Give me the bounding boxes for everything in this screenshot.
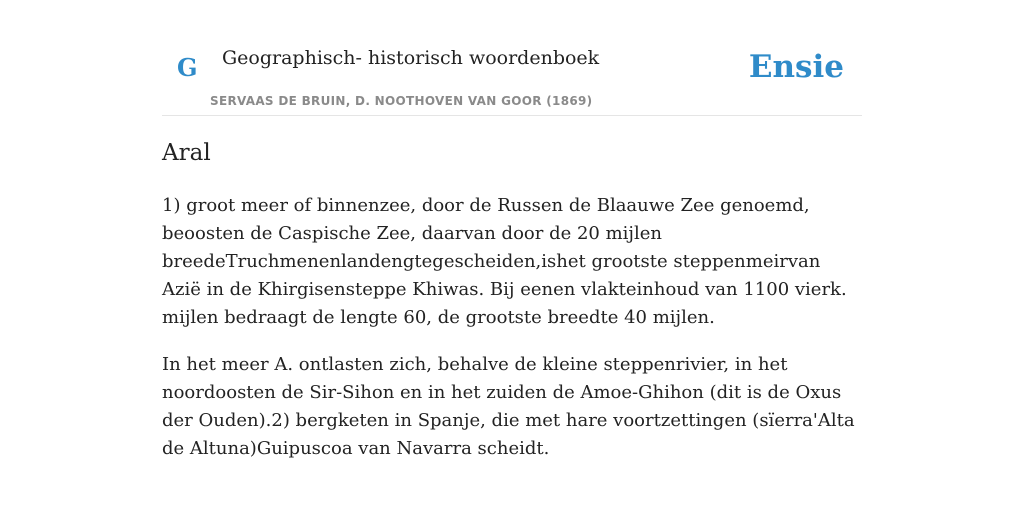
entry-paragraph: In het meer A. ontlasten zich, behalve de kleine steppenrivier, in het noordoosten de Sir-Sihon en in het zuiden de Amoe-Ghihon (dit is de Oxus der Ouden).2) bergketen in Spanje, die met hare voortzettingen (sïerra'Alta de Altuna)Guipuscoa van Navarra scheidt. xyxy=(162,354,855,459)
entry-body xyxy=(162,192,862,482)
entry-title: Aral xyxy=(162,140,211,166)
book-author: SERVAAS DE BRUIN, D. NOOTHOVEN VAN GOOR (1869) xyxy=(210,94,593,108)
book-header xyxy=(162,40,862,116)
entry-paragraph: 1) groot meer of binnenzee, door de Russen de Blaauwe Zee genoemd, beoosten de Caspische Zee, daarvan door de 20 mijlen breedeTruchmenenlandengtegescheiden,ishet grootste steppenmeirvan Azië in de Khirgisensteppe Khiwas. Bij eenen vlakteinhoud van 1100 vierk. mijlen bedraagt de lengte 60, de grootste breedte 40 mijlen. xyxy=(162,195,847,328)
book-title[interactable]: Geographisch- historisch woordenboek xyxy=(222,47,600,69)
ensie-logo[interactable]: Ensie xyxy=(748,49,844,85)
book-logo-icon[interactable]: G xyxy=(177,53,198,82)
